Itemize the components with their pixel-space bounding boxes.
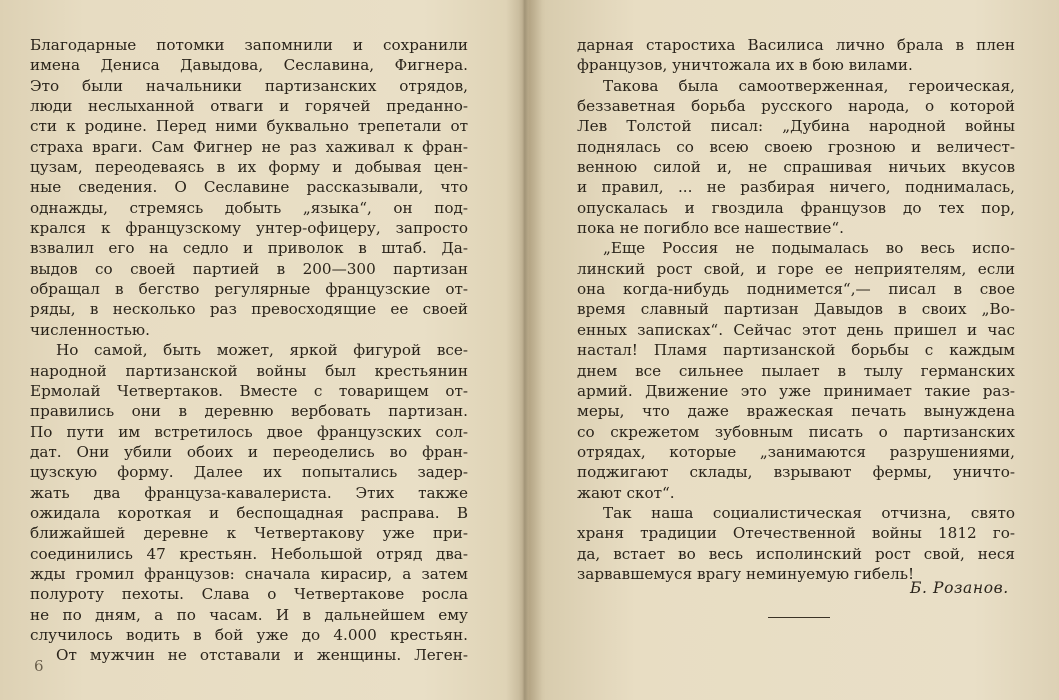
text-line: пока не погибло все нашествие“.	[577, 219, 845, 238]
text-line: Но самой, быть может, яркой фигурой все-	[56, 341, 468, 360]
text-line: однажды, стремясь добыть „языка“, он под-	[30, 198, 468, 217]
text-line: выдов со своей партией в 200—300 партизан	[30, 259, 468, 278]
text-line: дарная старостиха Василиса лично брала в плен	[577, 36, 1015, 54]
text-line: не по дням, а по часам. И в дальнейшем ему	[30, 605, 468, 624]
text-line: енных записках“. Сейчас этот день пришел и час	[577, 320, 1015, 339]
text-line: жать два француза-кавалериста. Этих также	[30, 483, 468, 502]
text-line: соединились 47 крестьян. Небольшой отряд два-	[30, 544, 468, 563]
text-line: люди неслыханной отваги и горячей преданно-	[30, 97, 468, 116]
text-line: и правил, ... не разбирая ничего, поднималась,	[577, 178, 1015, 197]
text-line: французов, уничтожала их в бою вилами.	[577, 56, 913, 75]
text-line: время славный партизан Давыдов в своих „Во-	[577, 300, 1015, 319]
text-line: цузскую форму. Далее их попытались задер-	[30, 463, 468, 482]
text-line: Такова была самоотверженная, героическая,	[603, 76, 1015, 95]
text-line: да, встает во весь исполинский рост свой, неся	[577, 544, 1015, 563]
text-line: взвалил его на седло и приволок в штаб. Да-	[30, 239, 468, 258]
text-line: страха враги. Сам Фигнер не раз хаживал к фран-	[30, 137, 468, 156]
text-line: линский рост свой, и горе ее неприятелям, если	[577, 259, 1015, 278]
text-line: полуроту пехоты. Слава о Четвертакове росла	[30, 585, 468, 604]
text-line: имена Дениса Давыдова, Сеславина, Фигнера.	[30, 56, 468, 75]
book-gutter	[506, 0, 542, 700]
text-line: Так наша социалистическая отчизна, свято	[603, 503, 1015, 522]
text-line: опускалась и гвоздила французов до тех пор,	[577, 198, 1015, 217]
text-line: ные сведения. О Сеславине рассказывали, что	[30, 178, 468, 197]
text-line: цузам, переодеваясь в их форму и добывая цен-	[30, 158, 468, 177]
text-line: „Еще Россия не подымалась во весь испо-	[603, 239, 1015, 258]
text-line: венною силой и, не спрашивая ничьих вкусов	[577, 158, 1015, 177]
text-line: обращал в бегство регулярные французские от-	[30, 280, 468, 299]
text-line: отрядах, которые „занимаются разрушениями,	[577, 442, 1015, 461]
right-page-text	[577, 35, 1015, 584]
text-line: крался к французскому унтер-офицеру, запросто	[30, 219, 468, 238]
text-line: меры, что даже вражеская печать вынуждена	[577, 402, 1015, 421]
text-line: численностью.	[30, 320, 150, 339]
left-page-text	[30, 35, 468, 666]
text-line: днем все сильнее пылает в тылу германских	[577, 361, 1015, 380]
text-line: со скрежетом зубовным писать о партизанских	[577, 422, 1015, 441]
text-line: беззаветная борьба русского народа, о которой	[577, 97, 1015, 116]
author-signature: Б. Розанов.	[910, 579, 1009, 597]
text-line: Благодарные потомки запомнили и сохранили	[30, 36, 468, 54]
text-line: поднялась со всею своею грозною и величест-	[577, 137, 1015, 156]
text-line: народной партизанской войны был крестьянин	[30, 361, 468, 380]
text-line: она когда-нибудь поднимется“,— писал в свое	[577, 280, 1015, 299]
closing-rule	[768, 617, 830, 618]
page-number: 6	[34, 657, 44, 675]
text-line: зарвавшемуся врагу неминуемую гибель!	[577, 564, 915, 583]
text-line: ряды, в несколько раз превосходящие ее своей	[30, 300, 468, 319]
text-line: сти к родине. Перед ними буквально трепетали от	[30, 117, 468, 136]
text-line: Лев Толстой писал: „Дубина народной войны	[577, 117, 1015, 136]
text-line: От мужчин не отставали и женщины. Леген-	[56, 646, 468, 665]
text-line: правились они в деревню вербовать партизан.	[30, 402, 468, 421]
text-line: случилось водить в бой уже до 4.000 крестьян.	[30, 625, 468, 644]
text-line: храня традиции Отечественной войны 1812 го-	[577, 524, 1015, 543]
text-line: настал! Пламя партизанской борьбы с каждым	[577, 341, 1015, 360]
text-line: поджигают склады, взрывают фермы, уничто-	[577, 463, 1015, 482]
text-line: ближайшей деревне к Четвертакову уже при-	[30, 524, 468, 543]
text-line: армий. Движение это уже принимает такие раз-	[577, 381, 1015, 400]
text-line: Это были начальники партизанских отрядов,	[30, 76, 468, 95]
text-line: ожидала короткая и беспощадная расправа. В	[30, 503, 468, 522]
text-line: По пути им встретилось двое французских сол-	[30, 422, 468, 441]
text-line: жают скот“.	[577, 483, 675, 502]
text-line: жды громил французов: сначала кирасир, а затем	[30, 564, 468, 583]
text-line: Ермолай Четвертаков. Вместе с товарищем от-	[30, 381, 468, 400]
text-line: дат. Они убили обоих и переоделись во фран-	[30, 442, 468, 461]
